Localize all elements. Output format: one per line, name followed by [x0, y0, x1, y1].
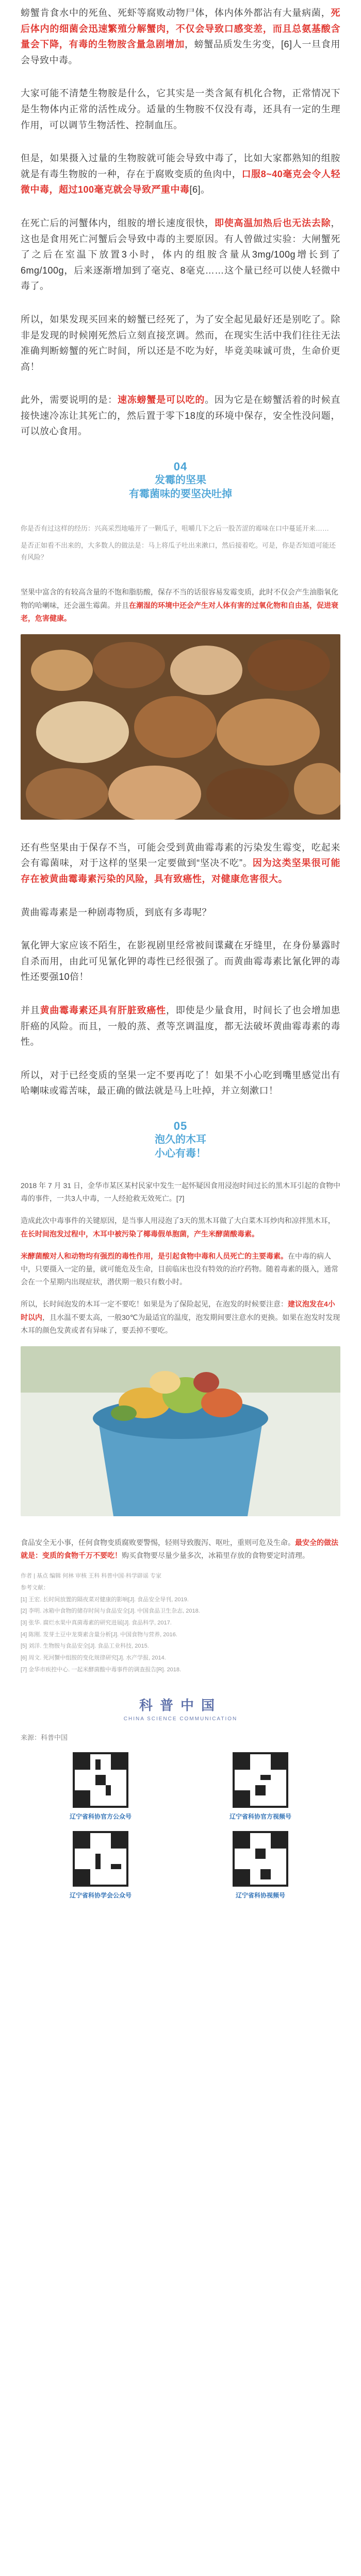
text: [6]。 [189, 184, 210, 195]
qr-caption: 辽宁省科协视频号 [235, 1892, 285, 1900]
text: 此外，需要说明的是： [21, 395, 118, 405]
text: 但是，如果摄入过量的生物胺就可能会导致中毒了，比如大家都熟知的组胺就是有毒生物胺的一种，存在于腐败变质的鱼肉中， [21, 153, 340, 179]
text: ，这也是食用死亡河蟹后会导致中毒的主要原因。有人曾做过实验：大闸蟹死了之后在室温下放置3小时，体内的组胺含量从3mg/100g增长到了6mg/100g，后来逐渐增加到了毫克、8毫克……这个量已经可以使人轻微中毒了。 [21, 217, 340, 292]
reference-line: [3] 张华. 腐烂水果中真菌毒素的研究进展[J]. 食品科学, 2017. [21, 1620, 172, 1626]
section-05-header [21, 1120, 340, 1161]
text: 螃蟹肯食水中的死鱼、死虾等腐败动物尸体，体内体外都沾有大量病菌， [21, 8, 331, 18]
nuts-paragraph-5: 所以，对于已经变质的坚果一定不要再吃了！如果不小心吃到嘴里感觉出有哈喇味或霉苦味，最正确的做法就是马上吐掉，并立刻漱口！ [21, 1070, 340, 1096]
qr-code-icon[interactable] [73, 1752, 128, 1808]
text: 在中毒的病人中，只要摄入一定的量，就可能危及生命，目前临床也没有特效的治疗药物。随着毒素的摄入，通常会在一个星期内出现症状，潜伏期一般只有数小时。 [21, 1251, 338, 1286]
qr-row-2 [21, 1831, 340, 1900]
qr-row-1 [21, 1752, 340, 1821]
fungus-paragraph-1: 2018 年 7 月 31 日，金华市某区某村民家中发生一起怀疑因食用浸泡时间过长的黑木耳引起的食物中毒的事件，一共3人中毒，一人经抢救无效死亡。[7] [21, 1181, 340, 1203]
fungus-paragraph-4 [21, 1298, 340, 1337]
text: 并且 [21, 1005, 40, 1016]
text: ，螃蟹品质发生劣变，[6]人一旦食用会导致中毒。 [21, 39, 341, 65]
fungus-paragraph-5 [21, 1536, 340, 1562]
reference-line: 参考文献： [21, 1584, 49, 1591]
quote-line-2: 是否正如看不出来的，大多数人的做法是：马上将瓜子吐出来漱口，然后接着吃。可是，你是否知道可能还有风险？ [21, 541, 336, 561]
crab-paragraph-3 [21, 150, 340, 198]
reference-line: [6] 周文. 死河蟹中组胺的变化规律研究[J]. 水产学报, 2014. [21, 1655, 166, 1662]
crab-paragraph-5: 所以，如果发现买回来的螃蟹已经死了，为了安全起见最好还是别吃了。除非是发现的时候刚死然后立刻直接烹调。然而，在现实生活中我们往往无法准确判断螃蟹的死亡时间，所以还是不吃为好，毕竟美味诚可贵，生命价更高！ [21, 314, 340, 372]
nuts-intro [21, 586, 340, 625]
logo-subtext: CHINA SCIENCE COMMUNICATION [123, 1716, 238, 1722]
text: 购买食物要尽量少量多次，冰箱里存放的食物要定时清理。 [122, 1551, 309, 1560]
section-number: 05 [173, 1120, 188, 1132]
author-line: 作者 | 基点 编辑 何林 审核 王科 科普中国·科学辟谣 专家 [21, 1573, 161, 1580]
section-subtitle: 小心有毒！ [155, 1148, 206, 1159]
text: 坚果中富含的有较高含量的不饱和脂肪酸，保存不当的话很容易发霉变质，此时不仅会产生油脂氧化物的哈喇味，还会滋生霉菌。并且 [21, 588, 338, 609]
crab-paragraph-6 [21, 392, 340, 439]
qr-code-icon[interactable] [233, 1831, 288, 1887]
section-subtitle: 有霉菌味的要坚决吐掉 [129, 488, 232, 500]
nuts-paragraph-1 [21, 840, 340, 887]
crab-paragraph-4 [21, 215, 340, 294]
crab-paragraph-1 [21, 5, 340, 68]
highlight: 米酵菌酸对人和动物均有强烈的毒性作用，是引起食物中毒和人员死亡的主要毒素。 [21, 1251, 288, 1260]
qr-card[interactable] [34, 1752, 168, 1821]
highlight: 即使高温加热后也无法去除 [214, 217, 331, 228]
nuts-paragraph-2: 黄曲霉毒素是一种剧毒物质，到底有多毒呢？ [21, 907, 211, 918]
text: 还有些坚果由于保存不当，可能会受到黄曲霉毒素的污染发生霉变，吃起来会有霉菌味，对于这样的坚果一定要做到“坚决不吃”。 [21, 842, 340, 869]
spoiled-food-photo [21, 1346, 340, 1516]
reference-line: [2] 李明. 冰箱中食物的储存时间与食品安全[J]. 中国食品卫生杂志, 2018. [21, 1608, 200, 1615]
text: 。因为它是在螃蟹活着的时候直接快速冷冻让其死亡的，然后置于零下18度的环境中保存，安全性没问题，可以放心食用。 [21, 395, 340, 437]
section-title: 发霉的坚果 [155, 474, 206, 486]
qr-caption: 辽宁省科协官方公众号 [69, 1813, 132, 1821]
qr-card[interactable] [193, 1831, 327, 1900]
section-04-header [21, 460, 340, 501]
highlight: 在长时间泡发过程中，木耳中被污染了椰毒假单胞菌，产生米酵菌酸毒素。 [21, 1229, 259, 1238]
highlight: 速冻螃蟹是可以吃的 [117, 395, 205, 405]
qr-card[interactable] [34, 1831, 168, 1900]
fungus-paragraph-3 [21, 1250, 340, 1289]
crab-paragraph-2: 大家可能不清楚生物胺是什么，它其实是一类含氮有机化合物，正常情况下是生物体内正常的活性成分。适量的生物胺不仅没有毒，还具有一定的生理作用，可以调节生物活性、控制血压。 [21, 88, 340, 130]
logo-text: 科普中国 [139, 1698, 222, 1714]
source-line: 来源：科普中国 [21, 1734, 68, 1742]
nuts-paragraph-4 [21, 1003, 340, 1050]
section-title: 泡久的木耳 [155, 1134, 206, 1145]
references [21, 1571, 340, 1674]
nuts-quote [21, 520, 340, 575]
text: 造成此次中毒事件的关键原因，是当事人用浸泡了3天的黑木耳做了大白菜木耳炒肉和凉拌黑木耳， [21, 1216, 335, 1225]
nuts-photo [21, 634, 340, 820]
section-number: 04 [173, 460, 188, 473]
text: 在死亡后的河蟹体内，组胺的增长速度很快， [21, 217, 215, 228]
fungus-paragraph-2 [21, 1214, 340, 1240]
qr-card[interactable] [193, 1752, 327, 1821]
nuts-paragraph-3: 氰化钾大家应该不陌生，在影视剧里经常被间谍藏在牙缝里，在身份暴露时自杀而用，由此可见氰化钾的毒性已经很强了。而黄曲霉毒素比氰化钾的毒性还要强10倍！ [21, 940, 340, 982]
reference-line: [1] 王宏. 长时间放置的隔夜菜对健康的影响[J]. 食品安全导刊, 2019. [21, 1596, 189, 1603]
highlight: 建议泡发在4小时以内 [21, 1300, 335, 1321]
text: ，即使是少量食用，时间长了也会增加患肝癌的风险。而且，一般的蒸、煮等烹调温度，都无法破坏黄曲霉毒素的毒性。 [21, 1005, 340, 1047]
reference-line: [4] 陈刚. 发芽土豆中龙葵素含量分析[J]. 中国食物与营养, 2016. [21, 1631, 177, 1638]
text: 所以，长时间泡发的木耳一定不要吃！如果是为了保险起见，在泡发的时候要注意： [21, 1300, 288, 1309]
reference-line: [5] 刘洋. 生物胺与食品安全[J]. 食品工业科技, 2015. [21, 1643, 149, 1650]
highlight: 死后体内的细菌会迅速繁殖分解蟹肉，不仅会导致口感变差，而且总氨基酸含量会下降，有毒的生物胺含量急剧增加 [21, 8, 340, 50]
highlight: 口服8~40毫克会令人轻微中毒，超过100毫克就会导致严重中毒 [21, 168, 341, 195]
kepu-china-logo [21, 1695, 340, 1722]
text: ，且水温不要太高，一般30℃为最适宜的温度，泡发期间要注意水的更换。如果在泡发时发现木耳的颜色发黄或者有异味了，要丢掉不要吃。 [21, 1313, 340, 1334]
highlight: 黄曲霉毒素还具有肝脏致癌性 [40, 1005, 166, 1016]
text: 食品安全无小事，任何食物变质腐败要警惕，轻则导致腹泻、呕吐，重则可危及生命。 [21, 1538, 295, 1547]
highlight: 最安全的做法就是：变质的食物千万不要吃！ [21, 1538, 338, 1560]
qr-code-icon[interactable] [233, 1752, 288, 1808]
qr-caption: 辽宁省科协学会公众号 [69, 1892, 132, 1900]
highlight: 因为这类坚果很可能存在被黄曲霉毒素污染的风险，具有致癌性，对健康危害很大。 [21, 858, 340, 885]
reference-line: [7] 金华市疾控中心. 一起米酵菌酸中毒事件的调查报告[R]. 2018. [21, 1666, 182, 1673]
quote-line-1: 你是否有过这样的经历：兴高采烈地嗑开了一颗瓜子，咀嚼几下之后一股苦涩的霉味在口中蔓延开来…… [21, 524, 330, 533]
qr-code-icon[interactable] [73, 1831, 128, 1887]
highlight: 在潮湿的环境中还会产生对人体有害的过氧化物和自由基，促进衰老，危害健康。 [21, 601, 338, 622]
qr-caption: 辽宁省科协官方视频号 [229, 1813, 291, 1821]
